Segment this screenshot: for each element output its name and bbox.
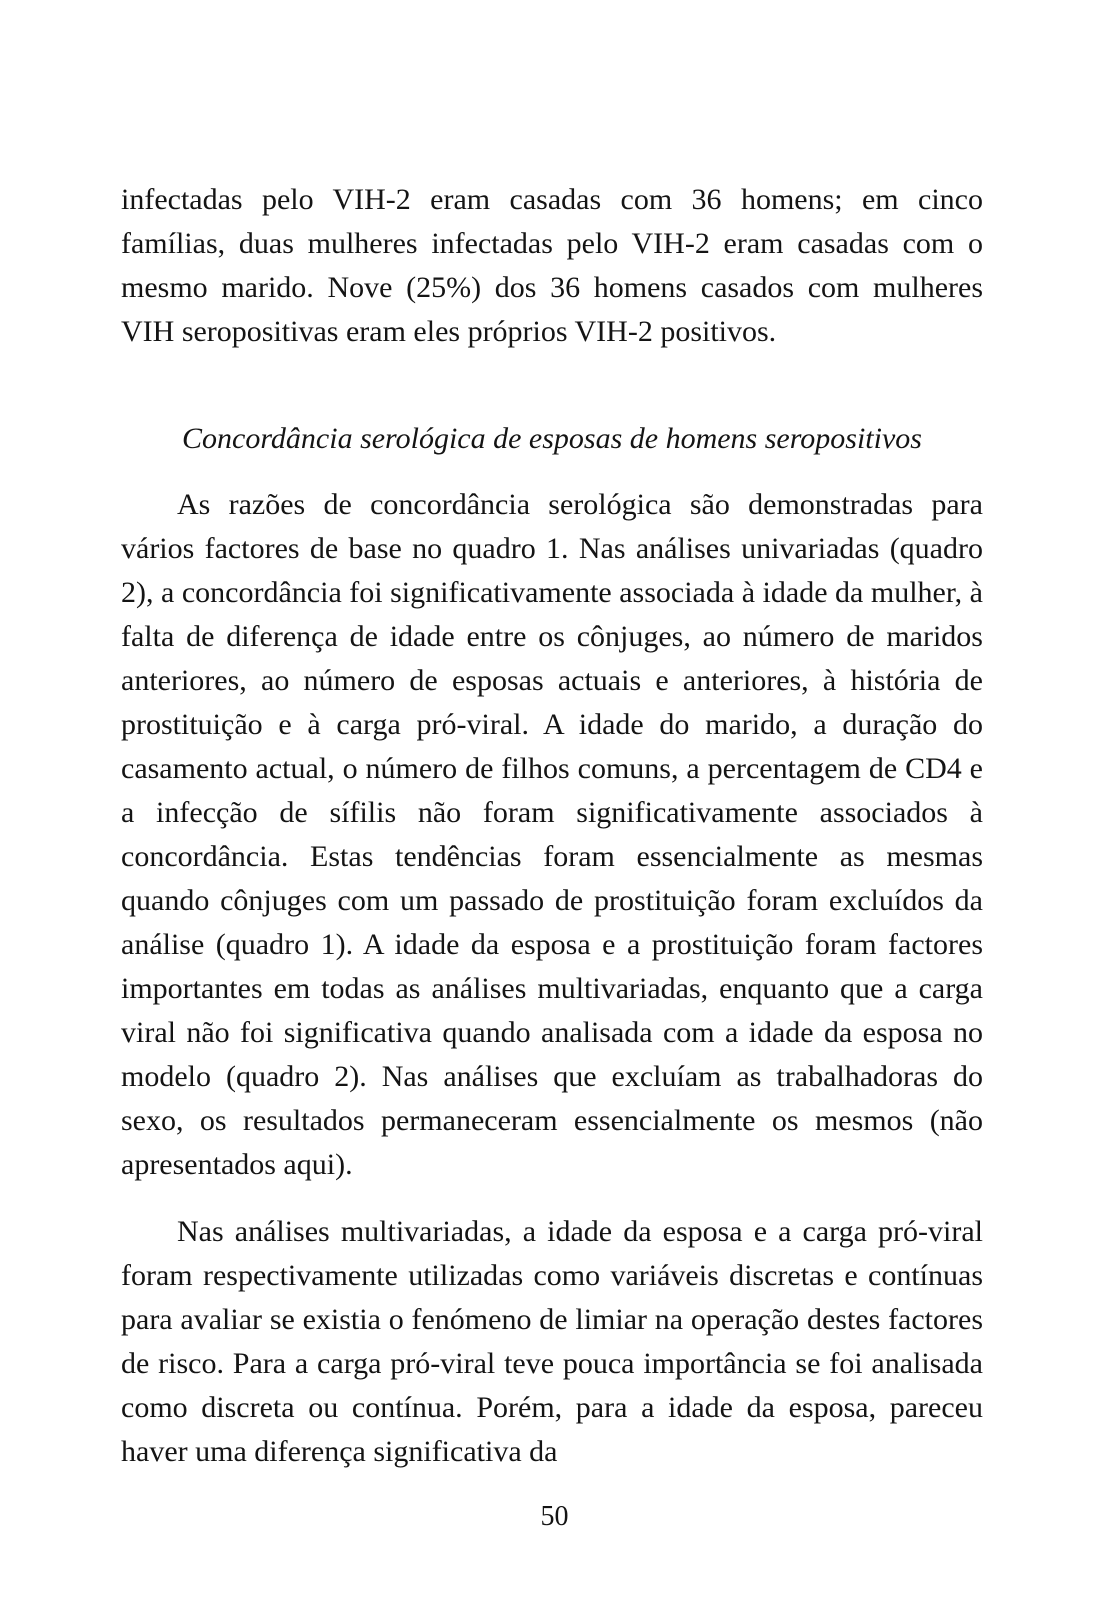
section-heading: Concordância serológica de esposas de homens seropositivos xyxy=(182,422,922,455)
page-number: 50 xyxy=(540,1501,569,1532)
paragraph-continued: infectadas pelo VIH-2 eram casadas com 36 homens; em cinco famílias, duas mulheres infectadas pelo VIH-2 eram casadas com o mesmo marido. Nove (25%) dos 36 homens casados com mulheres VIH seropositivas eram eles próprios VIH-2 positivos. xyxy=(121,183,983,348)
paragraph-last: Nas análises multivariadas, a idade da esposa e a carga pró-viral foram respectivamente utilizadas como variáveis discretas e contínuas para avaliar se existia o fenómeno de limiar na operação destes factores de risco. Para a carga pró-viral teve pouca importância se foi analisada como discreta ou contínua. Porém, para a idade da esposa, pareceu haver uma diferença significativa da xyxy=(121,1215,983,1468)
paragraph-main: As razões de concordância serológica são demonstradas para vários factores de base no quadro 1. Nas análises univariadas (quadro 2), a concordância foi significativamente associada à idade da mulher, à falta de diferença de idade entre os cônjuges, ao número de maridos anteriores, ao número de esposas actuais e anteriores, à história de prostituição e à carga pró-viral. A idade do marido, a duração do casamento actual, o número de filhos comuns, a percentagem de CD4 e a infecção de sífilis não foram significativamente associados à concordância. Estas tendências foram essencialmente as mesmas quando cônjuges com um passado de prostituição foram excluídos da análise (quadro 1). A idade da esposa e a prostituição foram factores importantes em todas as análises multivariadas, enquanto que a carga viral não foi significativa quando analisada com a idade da esposa no modelo (quadro 2). Nas análises que excluíam as trabalhadoras do sexo, os resultados permaneceram essencialmente os mesmos (não apresentados aqui). xyxy=(121,488,983,1181)
